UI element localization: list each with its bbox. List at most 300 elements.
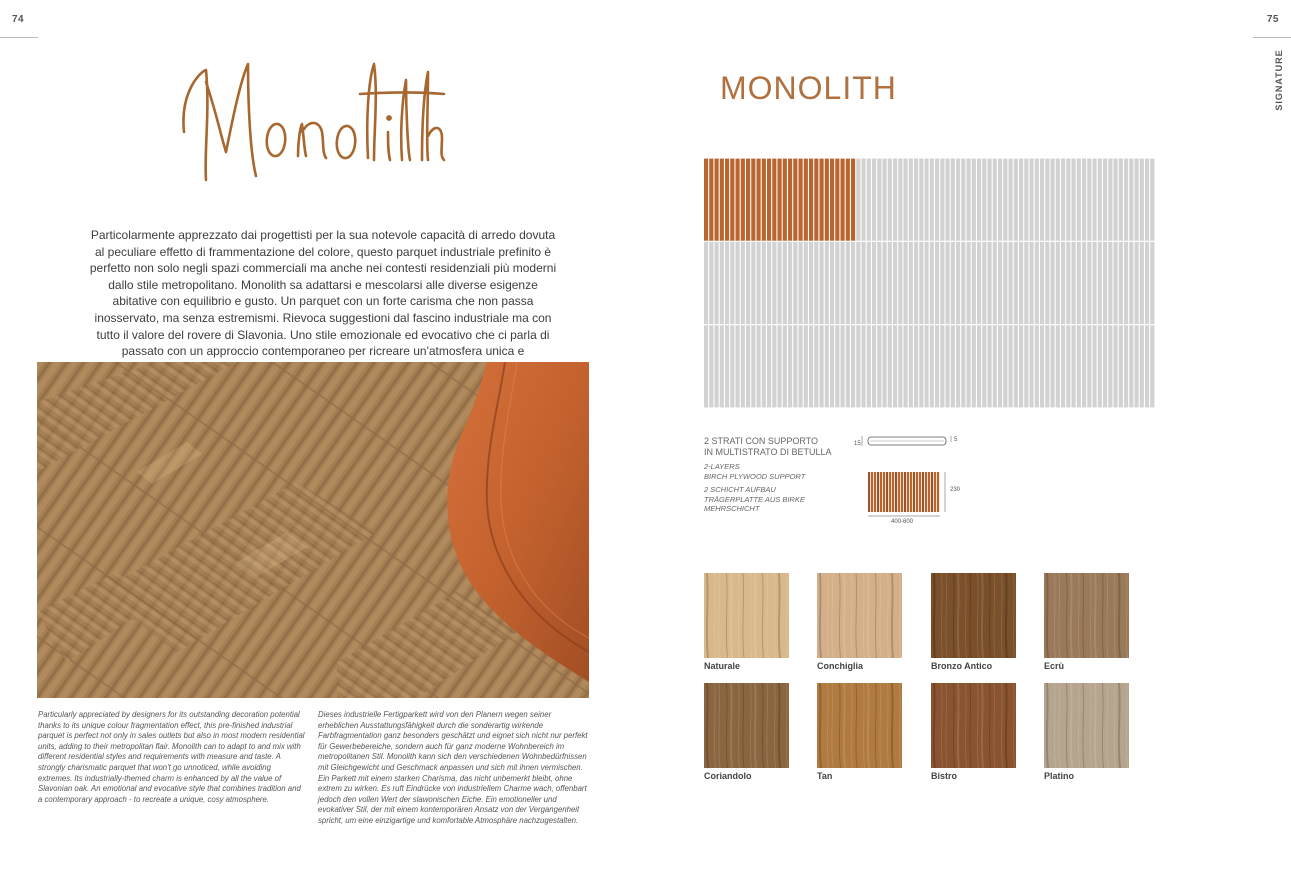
pattern-strip	[809, 242, 813, 324]
pattern-strip	[988, 159, 992, 241]
script-title-logo	[170, 52, 450, 192]
pattern-strip	[1051, 242, 1055, 324]
pattern-strip	[799, 242, 803, 324]
pattern-strip	[772, 242, 776, 324]
pattern-strip	[778, 159, 782, 241]
swatch-coriandolo	[704, 683, 789, 768]
pattern-strip	[862, 159, 866, 241]
pattern-strip	[741, 325, 745, 407]
board-strip	[874, 472, 876, 512]
board-strip	[880, 472, 882, 512]
pattern-strip	[1124, 242, 1128, 324]
pattern-strip	[1103, 242, 1107, 324]
spec-it: 2 STRATI CON SUPPORTO IN MULTISTRATO DI BETULLA	[704, 436, 832, 457]
pattern-strip	[1114, 242, 1118, 324]
pattern-strip	[951, 159, 955, 241]
pattern-strip	[856, 159, 860, 241]
pattern-strip	[720, 325, 724, 407]
pattern-strip	[888, 242, 892, 324]
pattern-strip	[846, 159, 850, 241]
pattern-strip	[1072, 159, 1076, 241]
pattern-strip	[709, 325, 713, 407]
swatch-naturale	[704, 573, 789, 658]
pattern-strip	[804, 242, 808, 324]
pattern-strip	[856, 242, 860, 324]
pattern-strip	[1072, 242, 1076, 324]
pattern-strip	[715, 325, 719, 407]
board-strip	[871, 472, 873, 512]
board-strip	[883, 472, 885, 512]
board-strip	[922, 472, 924, 512]
pattern-strip	[783, 325, 787, 407]
pattern-strip	[988, 325, 992, 407]
caption-en: Particularly appreciated by designers for its outstanding decoration potential thanks to its unique colour fragmentation effect, this pre-finished industrial parquet is perfect not only in sales outlets but also in most modern residential units, adding to their metropolitan flair. Monolith can to adapt to and mix with different residential styles and requirements with measure and taste. A strongly charismatic parquet that won't go unnoticed, while avoiding extremes. Its industrially-themed charm is enhanced by all the value of Slavonian oak. An emotional and evocative style that combines tradition and a contemporary approach - to recreate a unique, cosy atmosphere.	[38, 710, 305, 804]
pattern-strip	[788, 325, 792, 407]
swatch-grain	[1044, 573, 1129, 658]
pattern-strip	[1061, 325, 1065, 407]
pattern-strip	[751, 325, 755, 407]
swatch-label: Platino	[1044, 771, 1075, 781]
pattern-strip	[982, 325, 986, 407]
board-strip	[937, 472, 939, 512]
pattern-strip	[1035, 325, 1039, 407]
pattern-strip	[1024, 159, 1028, 241]
pattern-strip	[825, 242, 829, 324]
pattern-strip	[1135, 325, 1139, 407]
pattern-strip	[1077, 159, 1081, 241]
pattern-strip	[1040, 242, 1044, 324]
swatch-label: Conchiglia	[817, 661, 864, 671]
swatch-bronzo-antico	[931, 573, 1016, 658]
pattern-strip	[709, 159, 713, 241]
pattern-strip	[977, 242, 981, 324]
pattern-strip	[720, 242, 724, 324]
pattern-strip	[904, 242, 908, 324]
pattern-strip	[1129, 159, 1133, 241]
swatch-ecr-	[1044, 573, 1129, 658]
pattern-strip	[1082, 325, 1086, 407]
pattern-strip	[762, 325, 766, 407]
pattern-strip	[809, 325, 813, 407]
pattern-strip	[862, 242, 866, 324]
pattern-strip	[967, 159, 971, 241]
pattern-strip	[741, 242, 745, 324]
pattern-strip	[888, 325, 892, 407]
pattern-strip	[851, 242, 855, 324]
board-strip	[892, 472, 894, 512]
pattern-strip	[1150, 325, 1154, 407]
pattern-strip	[1150, 159, 1154, 241]
pattern-strip	[998, 159, 1002, 241]
pattern-strip	[930, 242, 934, 324]
pattern-strip	[814, 159, 818, 241]
swatch-label: Ecrù	[1044, 661, 1065, 671]
board-strip	[916, 472, 918, 512]
pattern-strip	[1108, 159, 1112, 241]
pattern-strip	[967, 325, 971, 407]
pattern-strip	[1082, 159, 1086, 241]
pattern-strip	[1119, 325, 1123, 407]
section-label: SIGNATURE	[1274, 49, 1284, 111]
pattern-strip	[841, 242, 845, 324]
board-strip	[889, 472, 891, 512]
pattern-strip	[1009, 325, 1013, 407]
pattern-strip	[1114, 325, 1118, 407]
pattern-strip	[730, 159, 734, 241]
pattern-strip	[788, 159, 792, 241]
pattern-strip	[767, 159, 771, 241]
pattern-strip	[704, 325, 708, 407]
pattern-strip	[914, 159, 918, 241]
pattern-strip	[1035, 242, 1039, 324]
pattern-strip	[935, 242, 939, 324]
pattern-strip	[830, 242, 834, 324]
pattern-strip	[1003, 159, 1007, 241]
pattern-strip	[951, 242, 955, 324]
dim-thickness-top: 5	[954, 437, 958, 443]
pattern-strip	[919, 159, 923, 241]
pattern-strip	[904, 159, 908, 241]
pattern-strip	[856, 325, 860, 407]
pattern-strip	[1030, 242, 1034, 324]
pattern-strip	[841, 325, 845, 407]
pattern-strip	[1135, 159, 1139, 241]
pattern-strip	[1093, 242, 1097, 324]
pattern-strip	[757, 242, 761, 324]
board-section-drawing	[850, 432, 970, 528]
pattern-strip	[772, 325, 776, 407]
board-strip	[919, 472, 921, 512]
pattern-strip	[904, 325, 908, 407]
pattern-strip	[772, 159, 776, 241]
swatch-grain	[817, 683, 902, 768]
pattern-strip	[835, 242, 839, 324]
swatch-label: Naturale	[704, 661, 741, 671]
board-top-view	[868, 472, 939, 512]
pattern-strip	[1150, 242, 1154, 324]
pattern-strip	[1030, 325, 1034, 407]
pattern-strip	[1045, 159, 1049, 241]
pattern-strip	[1108, 242, 1112, 324]
pattern-strip	[1030, 159, 1034, 241]
swatch-label: Bronzo Antico	[931, 661, 993, 671]
pattern-strip	[1051, 159, 1055, 241]
pattern-strip	[851, 325, 855, 407]
pattern-strip	[972, 325, 976, 407]
pattern-strip	[830, 325, 834, 407]
pattern-strip	[851, 159, 855, 241]
pattern-strip	[1066, 242, 1070, 324]
pattern-strip	[993, 159, 997, 241]
pattern-strip	[725, 242, 729, 324]
pattern-strip	[898, 325, 902, 407]
pattern-strip	[883, 242, 887, 324]
pattern-strip	[925, 159, 929, 241]
pattern-strip	[767, 242, 771, 324]
pattern-strip	[825, 325, 829, 407]
pattern-strip	[951, 325, 955, 407]
pattern-strip	[778, 325, 782, 407]
pattern-strip	[835, 159, 839, 241]
pattern-strip	[809, 159, 813, 241]
dim-width: 230	[950, 487, 961, 493]
pattern-strip	[977, 159, 981, 241]
spec-en: 2-LAYERS BIRCH PLYWOOD SUPPORT	[704, 462, 806, 481]
board-strip	[886, 472, 888, 512]
pattern-strip	[741, 159, 745, 241]
pattern-strip	[1140, 242, 1144, 324]
pattern-strip	[730, 242, 734, 324]
pattern-strip	[1014, 242, 1018, 324]
pattern-strip	[872, 242, 876, 324]
pattern-strip	[977, 325, 981, 407]
page-number-left: 74	[12, 14, 25, 25]
pattern-strip	[1114, 159, 1118, 241]
pattern-strip	[814, 242, 818, 324]
pattern-strip	[1087, 242, 1091, 324]
pattern-strip	[1056, 159, 1060, 241]
pattern-strip	[925, 325, 929, 407]
pattern-strip	[736, 325, 740, 407]
pattern-strip	[804, 159, 808, 241]
pattern-strip	[1061, 159, 1065, 241]
swatch-conchiglia	[817, 573, 902, 658]
pattern-strip	[982, 242, 986, 324]
pattern-strip	[867, 325, 871, 407]
pattern-strip	[909, 325, 913, 407]
pattern-strip	[1077, 325, 1081, 407]
pattern-strip	[883, 159, 887, 241]
pattern-strip	[972, 159, 976, 241]
pattern-strip	[967, 242, 971, 324]
pattern-strip	[1119, 159, 1123, 241]
pattern-strip	[919, 242, 923, 324]
pattern-strip	[972, 242, 976, 324]
pattern-strip	[799, 325, 803, 407]
pattern-strip	[1108, 325, 1112, 407]
pattern-strip	[909, 159, 913, 241]
pattern-strip	[1093, 325, 1097, 407]
pattern-strip	[804, 325, 808, 407]
pattern-strip	[946, 325, 950, 407]
pattern-strip	[730, 325, 734, 407]
pattern-strip	[919, 325, 923, 407]
pattern-strip	[998, 325, 1002, 407]
pattern-strip	[788, 242, 792, 324]
swatch-label: Tan	[817, 771, 833, 781]
board-strip	[913, 472, 915, 512]
pattern-strip	[709, 242, 713, 324]
pattern-strip	[1098, 242, 1102, 324]
swatch-platino	[1044, 683, 1129, 768]
pattern-strip	[746, 325, 750, 407]
pattern-strip	[725, 325, 729, 407]
pattern-strip	[1087, 325, 1091, 407]
pattern-strip	[1014, 159, 1018, 241]
pattern-strip	[940, 159, 944, 241]
pattern-strip	[1056, 242, 1060, 324]
pattern-strip	[1045, 325, 1049, 407]
pattern-strip	[1066, 325, 1070, 407]
board-strip	[877, 472, 879, 512]
pattern-strip	[988, 242, 992, 324]
pattern-strip	[820, 242, 824, 324]
pattern-strip	[757, 325, 761, 407]
pattern-strip	[961, 159, 965, 241]
pattern-strip	[946, 159, 950, 241]
pattern-strip	[767, 325, 771, 407]
pattern-strip	[1003, 325, 1007, 407]
pattern-strip	[946, 242, 950, 324]
swatch-grain	[704, 683, 789, 768]
pattern-strip	[956, 325, 960, 407]
pattern-strip	[982, 159, 986, 241]
pattern-strip	[757, 159, 761, 241]
pattern-strip	[1077, 242, 1081, 324]
pattern-strip	[1129, 242, 1133, 324]
pattern-strip	[704, 242, 708, 324]
pattern-strip	[993, 242, 997, 324]
pattern-strip	[1019, 325, 1023, 407]
pattern-strip	[877, 159, 881, 241]
board-strip	[931, 472, 933, 512]
pattern-strip	[898, 242, 902, 324]
pattern-strip	[1035, 159, 1039, 241]
pattern-strip	[793, 325, 797, 407]
pattern-strip	[736, 159, 740, 241]
pattern-strip	[1040, 325, 1044, 407]
pattern-strip	[1140, 159, 1144, 241]
page-edge-rule-left	[0, 37, 38, 38]
pattern-strip	[1045, 242, 1049, 324]
pattern-strip	[1129, 325, 1133, 407]
pattern-strip	[1019, 242, 1023, 324]
pattern-strip	[898, 159, 902, 241]
pattern-strip	[1140, 325, 1144, 407]
intro-paragraph-it: Particolarmente apprezzato dai progettisti per la sua notevole capacità di arredo dovuta al peculiare effetto di frammentazione del colore, questo parquet industriale prefinito è perfetto non solo negli spazi commerciali ma anche nei contesti residenziali più moderni dallo stile metropolitano. Monolith sa adattarsi e mescolarsi alle diverse esigenze abitative con equilibrio e gusto. Un parquet con un forte carisma che non passa inosservato, ma senza estremismi. Rievoca suggestioni dal fascino industriale ma con tutto il valore del rovere di Slavonia. Uno stile emozionale ed evocativo che ci parla di passato con un approccio contemporaneo per ricreare un'atmosfera unica e	[89, 228, 557, 359]
dim-length: 400-600	[891, 519, 914, 525]
pattern-strip	[1056, 325, 1060, 407]
hero-photo-parquet-floor	[37, 362, 589, 698]
pattern-strip	[888, 159, 892, 241]
pattern-strip	[1014, 325, 1018, 407]
board-strip	[904, 472, 906, 512]
pattern-strip	[893, 159, 897, 241]
pattern-strip	[1103, 325, 1107, 407]
pattern-strip	[846, 325, 850, 407]
board-strip	[928, 472, 930, 512]
pattern-strip	[841, 159, 845, 241]
pattern-strip	[961, 325, 965, 407]
pattern-strip	[1082, 242, 1086, 324]
pattern-strip	[783, 159, 787, 241]
pattern-strip	[961, 242, 965, 324]
pattern-strip	[872, 159, 876, 241]
swatch-grain	[817, 573, 902, 658]
pattern-strip	[867, 242, 871, 324]
pattern-strip	[1098, 159, 1102, 241]
pattern-strip	[715, 159, 719, 241]
swatch-bistro	[931, 683, 1016, 768]
pattern-strip	[1009, 159, 1013, 241]
pattern-strip	[1019, 159, 1023, 241]
pattern-strip	[1145, 159, 1149, 241]
pattern-strip	[1145, 242, 1149, 324]
pattern-strip	[893, 325, 897, 407]
swatch-tan	[817, 683, 902, 768]
board-strip	[907, 472, 909, 512]
pattern-strip	[1066, 159, 1070, 241]
dim-thickness-total: 15	[854, 441, 861, 447]
pattern-strip	[914, 242, 918, 324]
board-strip	[901, 472, 903, 512]
board-strip	[895, 472, 897, 512]
pattern-strip	[820, 325, 824, 407]
swatch-grain	[1044, 683, 1129, 768]
pattern-strip	[778, 242, 782, 324]
pattern-strip	[751, 159, 755, 241]
pattern-strip	[783, 242, 787, 324]
pattern-strip	[1103, 159, 1107, 241]
pattern-strip	[1093, 159, 1097, 241]
pattern-strip	[830, 159, 834, 241]
board-strip	[925, 472, 927, 512]
pattern-strip	[1119, 242, 1123, 324]
pattern-strip	[1040, 159, 1044, 241]
pattern-strip	[762, 242, 766, 324]
caption-de: Dieses industrielle Fertigparkett wird von den Planern wegen seiner erheblichen Ausstattungsfähigkeit durch die sonderartig wirkende Farbfragmentation ganz besonders geschätzt und eignet sich nicht nur perfekt für Gewerbebereiche, sondern auch für ganz moderne Wohnbereich im metropolitanen Stil. Monolith kann sich den verschiedenen Wohnbedürfnissen mit Gleichgewicht und Geschmack anpassen und sich mit ihnen vermischen. Ein Parkett mit einem starken Charisma, das nicht unbemerkt bleibt, ohne extrem zu wirken. Es ruft Eindrücke von industriellem Charme wach, offenbart jedoch den vollen Wert der slawonischen Eiche. Ein emotioneller und evokativer Stil, der mit einem kontemporären Ansatz von der Vergangenheit spricht, um eine einzigartige und komfortable Atmosphäre nachzugestalten.	[318, 710, 588, 825]
pattern-strip	[956, 242, 960, 324]
pattern-strip	[1061, 242, 1065, 324]
pattern-strip	[1072, 325, 1076, 407]
pattern-strip	[1124, 159, 1128, 241]
swatch-label: Bistro	[931, 771, 958, 781]
pattern-strip	[793, 159, 797, 241]
construction-spec	[704, 436, 854, 514]
page-edge-rule-right	[1253, 37, 1291, 38]
pattern-strip	[993, 325, 997, 407]
pattern-strip	[793, 242, 797, 324]
pattern-strip	[940, 325, 944, 407]
board-strip	[910, 472, 912, 512]
pattern-strip	[846, 242, 850, 324]
pattern-strip	[1009, 242, 1013, 324]
pattern-strip	[877, 325, 881, 407]
pattern-strip	[1145, 325, 1149, 407]
spec-de: 2 SCHICHT AUFBAU TRÄGERPLATTE AUS BIRKE MEHRSCHICHT	[704, 485, 805, 513]
board-strip	[868, 472, 870, 512]
pattern-strip	[893, 242, 897, 324]
page-number-right: 75	[1266, 14, 1279, 25]
pattern-strip	[704, 159, 708, 241]
pattern-strip	[925, 242, 929, 324]
pattern-strip	[751, 242, 755, 324]
laying-pattern-diagram	[704, 158, 1158, 408]
pattern-strip	[1051, 325, 1055, 407]
pattern-strip	[1003, 242, 1007, 324]
swatch-grain	[704, 573, 789, 658]
pattern-strip	[956, 159, 960, 241]
product-title: MONOLITH	[720, 70, 897, 106]
board-strip	[934, 472, 936, 512]
pattern-strip	[883, 325, 887, 407]
pattern-strip	[872, 325, 876, 407]
pattern-strip	[909, 242, 913, 324]
pattern-strip	[940, 242, 944, 324]
pattern-strip	[725, 159, 729, 241]
pattern-strip	[1087, 159, 1091, 241]
pattern-strip	[1024, 242, 1028, 324]
